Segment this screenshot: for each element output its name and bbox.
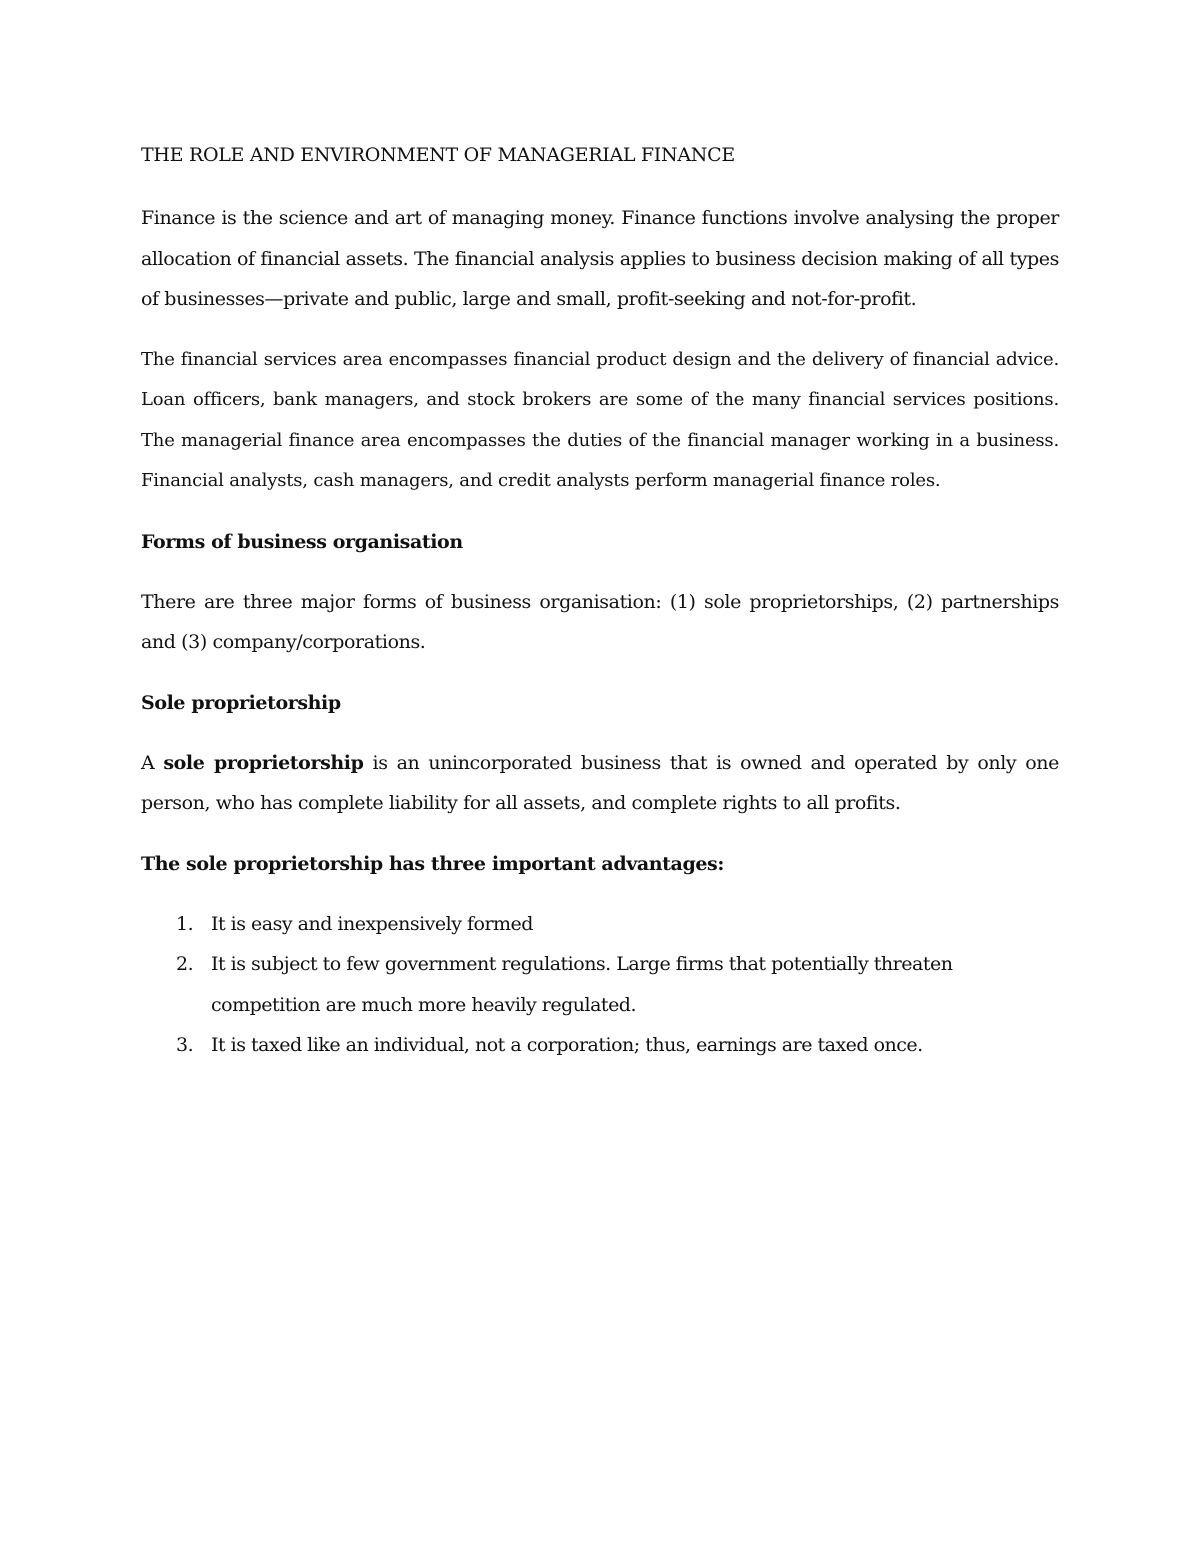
paragraph-forms-of-business: There are three major forms of business organisation: (1) sole proprietorships, (2) partnerships and (3) company/corporations. [141,590,1059,653]
definition-prefix: A [141,751,164,774]
paragraph-finance-definition: Finance is the science and art of managing money. Finance functions involve analysing the proper allocation of financial assets. The financial analysis applies to business decision making of all types of businesses—private and public, large and small, profit-seeking and not-for-profit. [141,207,1059,310]
advantages-list [141,904,1059,1066]
list-item-number: 3. [176,1034,194,1056]
paragraph-sole-proprietorship-definition [141,743,1059,824]
document-body [141,138,1059,1066]
document-title: THE ROLE AND ENVIRONMENT OF MANAGERIAL FINANCE [141,144,735,166]
list-item-number: 2. [176,953,194,975]
heading-advantages: The sole proprietorship has three important advantages: [141,852,724,875]
heading-forms-of-business: Forms of business organisation [141,530,463,553]
list-item [141,904,991,945]
list-item [141,944,991,1025]
list-item [141,1025,991,1066]
heading-sole-proprietorship: Sole proprietorship [141,691,341,714]
list-item-text: It is subject to few government regulations. Large firms that potentially threaten competition are much more heavily regulated. [211,953,953,1016]
paragraph-financial-services: The financial services area encompasses financial product design and the delivery of financial advice. Loan officers, bank managers, and stock brokers are some of the many financial services positions. The managerial finance area encompasses the duties of the financial manager working in a business. Financial analysts, cash managers, and credit analysts perform managerial finance roles. [141,348,1059,491]
definition-term: sole proprietorship [163,751,364,774]
definition-text: is an unincorporated business that is owned and operated by only one person, who has complete liability for all assets, and complete rights to all profits. [141,751,1059,814]
list-item-text: It is taxed like an individual, not a corporation; thus, earnings are taxed once. [211,1034,923,1056]
list-item-text: It is easy and inexpensively formed [211,912,533,935]
list-item-number: 1. [176,912,194,935]
